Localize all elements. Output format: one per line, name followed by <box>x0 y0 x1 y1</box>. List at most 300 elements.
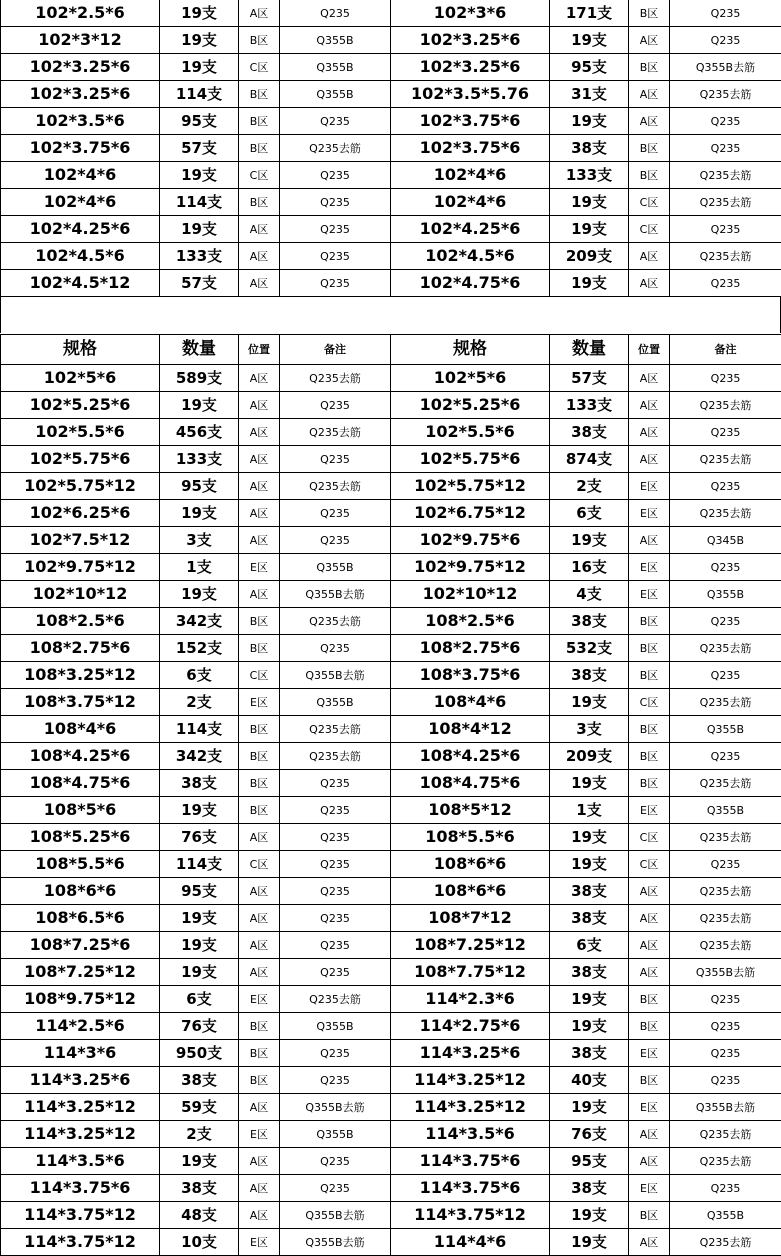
pos-cell: E区 <box>239 1121 280 1148</box>
note-cell: Q345B <box>670 527 781 554</box>
note-cell: Q235 <box>280 1175 391 1202</box>
note-cell: Q235去筋 <box>670 500 781 527</box>
qty-cell: 152支 <box>160 635 239 662</box>
spec-cell: 108*2.5*6 <box>391 608 550 635</box>
pos-cell: A区 <box>239 581 280 608</box>
pos-cell: B区 <box>629 162 670 189</box>
spec-cell: 102*2.5*6 <box>1 0 160 27</box>
qty-cell: 6支 <box>160 986 239 1013</box>
table-gap <box>0 296 781 333</box>
spec-cell: 114*3.5*6 <box>1 1148 160 1175</box>
inventory-table-top-body <box>1 0 781 297</box>
note-cell: Q235去筋 <box>280 743 391 770</box>
note-cell: Q235 <box>280 824 391 851</box>
spec-cell: 108*5.5*6 <box>1 851 160 878</box>
qty-cell: 48支 <box>160 1202 239 1229</box>
pos-cell: B区 <box>629 1202 670 1229</box>
spec-cell: 114*2.3*6 <box>391 986 550 1013</box>
table-row <box>1 797 781 824</box>
spec-cell: 102*4*6 <box>391 162 550 189</box>
pos-cell: E区 <box>629 797 670 824</box>
note-cell: Q235去筋 <box>280 419 391 446</box>
qty-cell: 19支 <box>550 27 629 54</box>
note-cell: Q235去筋 <box>670 878 781 905</box>
table-row <box>1 1175 781 1202</box>
table-row <box>1 216 781 243</box>
pos-cell: B区 <box>239 135 280 162</box>
note-cell: Q235 <box>280 1148 391 1175</box>
note-cell: Q235 <box>670 419 781 446</box>
pos-cell: A区 <box>629 365 670 392</box>
note-cell: Q235去筋 <box>670 392 781 419</box>
note-cell: Q235 <box>670 108 781 135</box>
pos-cell: A区 <box>239 1148 280 1175</box>
qty-cell: 19支 <box>550 851 629 878</box>
note-cell: Q235 <box>670 1067 781 1094</box>
note-cell: Q235去筋 <box>670 905 781 932</box>
table-row <box>1 270 781 297</box>
header-spec: 规格 <box>391 335 550 365</box>
spec-cell: 114*3*6 <box>1 1040 160 1067</box>
qty-cell: 133支 <box>550 162 629 189</box>
table-row <box>1 365 781 392</box>
qty-cell: 209支 <box>550 743 629 770</box>
pos-cell: B区 <box>239 189 280 216</box>
note-cell: Q355B去筋 <box>280 662 391 689</box>
note-cell: Q235 <box>280 1067 391 1094</box>
table-row <box>1 1148 781 1175</box>
spec-cell: 102*10*12 <box>391 581 550 608</box>
note-cell: Q235去筋 <box>670 1148 781 1175</box>
table-row <box>1 1013 781 1040</box>
spec-cell: 114*3.25*6 <box>1 1067 160 1094</box>
qty-cell: 38支 <box>160 1067 239 1094</box>
spec-cell: 114*3.25*12 <box>391 1094 550 1121</box>
note-cell: Q235去筋 <box>670 81 781 108</box>
spec-cell: 114*3.5*6 <box>391 1121 550 1148</box>
spec-cell: 108*6*6 <box>391 878 550 905</box>
pos-cell: A区 <box>239 419 280 446</box>
spec-cell: 102*6.75*12 <box>391 500 550 527</box>
note-cell: Q235去筋 <box>280 716 391 743</box>
spec-cell: 108*5.25*6 <box>1 824 160 851</box>
qty-cell: 1支 <box>550 797 629 824</box>
spec-cell: 108*3.75*12 <box>1 689 160 716</box>
qty-cell: 342支 <box>160 608 239 635</box>
pos-cell: B区 <box>629 1067 670 1094</box>
spec-cell: 102*3.25*6 <box>1 81 160 108</box>
note-cell: Q235 <box>280 797 391 824</box>
pos-cell: B区 <box>239 716 280 743</box>
spec-cell: 102*4.5*12 <box>1 270 160 297</box>
pos-cell: A区 <box>239 216 280 243</box>
qty-cell: 3支 <box>160 527 239 554</box>
pos-cell: B区 <box>629 0 670 27</box>
spec-cell: 102*3.5*6 <box>1 108 160 135</box>
note-cell: Q235去筋 <box>670 1121 781 1148</box>
note-cell: Q235 <box>670 851 781 878</box>
pos-cell: B区 <box>239 743 280 770</box>
pos-cell: E区 <box>239 1229 280 1256</box>
qty-cell: 38支 <box>550 1175 629 1202</box>
spec-cell: 108*4*6 <box>391 689 550 716</box>
qty-cell: 19支 <box>550 108 629 135</box>
table-row <box>1 986 781 1013</box>
table-row <box>1 851 781 878</box>
spec-cell: 102*5*6 <box>391 365 550 392</box>
spec-cell: 102*3.25*6 <box>391 54 550 81</box>
note-cell: Q235去筋 <box>280 473 391 500</box>
table-row <box>1 743 781 770</box>
table-row <box>1 959 781 986</box>
table-row <box>1 527 781 554</box>
note-cell: Q235去筋 <box>670 243 781 270</box>
qty-cell: 3支 <box>550 716 629 743</box>
spec-cell: 108*4.25*6 <box>1 743 160 770</box>
pos-cell: B区 <box>239 635 280 662</box>
pos-cell: A区 <box>239 1094 280 1121</box>
qty-cell: 950支 <box>160 1040 239 1067</box>
note-cell: Q355B <box>280 689 391 716</box>
table-row <box>1 905 781 932</box>
qty-cell: 19支 <box>550 1202 629 1229</box>
spec-cell: 102*3.5*5.76 <box>391 81 550 108</box>
note-cell: Q235去筋 <box>670 162 781 189</box>
table-row <box>1 1229 781 1256</box>
table-row <box>1 608 781 635</box>
note-cell: Q235 <box>280 162 391 189</box>
qty-cell: 133支 <box>550 392 629 419</box>
pos-cell: A区 <box>239 932 280 959</box>
qty-cell: 57支 <box>550 365 629 392</box>
qty-cell: 19支 <box>550 270 629 297</box>
spec-cell: 108*6*6 <box>391 851 550 878</box>
note-cell: Q355B <box>670 581 781 608</box>
qty-cell: 6支 <box>550 500 629 527</box>
pos-cell: C区 <box>629 851 670 878</box>
pos-cell: B区 <box>629 54 670 81</box>
note-cell: Q235去筋 <box>280 608 391 635</box>
qty-cell: 76支 <box>550 1121 629 1148</box>
spec-cell: 108*4*12 <box>391 716 550 743</box>
qty-cell: 10支 <box>160 1229 239 1256</box>
spec-cell: 102*5*6 <box>1 365 160 392</box>
pos-cell: A区 <box>629 1229 670 1256</box>
spec-cell: 108*3.25*12 <box>1 662 160 689</box>
spec-cell: 102*10*12 <box>1 581 160 608</box>
table-row <box>1 689 781 716</box>
qty-cell: 19支 <box>160 797 239 824</box>
spec-cell: 108*2.75*6 <box>1 635 160 662</box>
spec-cell: 108*4.25*6 <box>391 743 550 770</box>
spec-cell: 108*7*12 <box>391 905 550 932</box>
note-cell: Q355B <box>280 81 391 108</box>
qty-cell: 19支 <box>160 27 239 54</box>
pos-cell: C区 <box>629 824 670 851</box>
qty-cell: 38支 <box>550 135 629 162</box>
note-cell: Q235 <box>670 554 781 581</box>
table-row <box>1 1202 781 1229</box>
pos-cell: A区 <box>629 1121 670 1148</box>
note-cell: Q235去筋 <box>670 1229 781 1256</box>
note-cell: Q235去筋 <box>280 135 391 162</box>
qty-cell: 38支 <box>160 1175 239 1202</box>
note-cell: Q355B <box>670 716 781 743</box>
qty-cell: 19支 <box>550 189 629 216</box>
note-cell: Q235 <box>670 135 781 162</box>
spec-cell: 102*3.75*6 <box>1 135 160 162</box>
qty-cell: 342支 <box>160 743 239 770</box>
pos-cell: E区 <box>629 500 670 527</box>
note-cell: Q235去筋 <box>670 189 781 216</box>
table-row <box>1 635 781 662</box>
spec-cell: 102*7.5*12 <box>1 527 160 554</box>
spec-cell: 102*5.75*6 <box>1 446 160 473</box>
table-row <box>1 824 781 851</box>
pos-cell: E区 <box>239 554 280 581</box>
note-cell: Q235 <box>670 662 781 689</box>
note-cell: Q235 <box>280 635 391 662</box>
table-row <box>1 770 781 797</box>
note-cell: Q355B <box>280 1121 391 1148</box>
spec-cell: 114*3.75*12 <box>1 1202 160 1229</box>
header-qty: 数量 <box>160 335 239 365</box>
note-cell: Q235去筋 <box>280 365 391 392</box>
header-pos: 位置 <box>629 335 670 365</box>
note-cell: Q235 <box>670 216 781 243</box>
pos-cell: A区 <box>629 905 670 932</box>
table-row <box>1 878 781 905</box>
pos-cell: A区 <box>239 824 280 851</box>
note-cell: Q355B去筋 <box>280 581 391 608</box>
qty-cell: 19支 <box>160 959 239 986</box>
inventory-table-main-body <box>1 335 781 1256</box>
qty-cell: 19支 <box>550 824 629 851</box>
pos-cell: A区 <box>239 500 280 527</box>
qty-cell: 76支 <box>160 824 239 851</box>
qty-cell: 95支 <box>160 473 239 500</box>
spec-cell: 108*5*12 <box>391 797 550 824</box>
note-cell: Q235 <box>670 0 781 27</box>
note-cell: Q235 <box>670 986 781 1013</box>
spec-cell: 102*9.75*12 <box>391 554 550 581</box>
table-row <box>1 581 781 608</box>
qty-cell: 95支 <box>160 108 239 135</box>
note-cell: Q355B <box>280 1013 391 1040</box>
table-row <box>1 135 781 162</box>
pos-cell: B区 <box>629 743 670 770</box>
spec-cell: 102*9.75*6 <box>391 527 550 554</box>
pos-cell: B区 <box>239 108 280 135</box>
qty-cell: 38支 <box>550 959 629 986</box>
table-row <box>1 392 781 419</box>
spec-cell: 108*3.75*6 <box>391 662 550 689</box>
pos-cell: E区 <box>629 1094 670 1121</box>
qty-cell: 59支 <box>160 1094 239 1121</box>
qty-cell: 95支 <box>550 54 629 81</box>
spec-cell: 114*2.75*6 <box>391 1013 550 1040</box>
spec-cell: 114*3.75*12 <box>1 1229 160 1256</box>
table-row <box>1 54 781 81</box>
table-row <box>1 662 781 689</box>
spec-cell: 102*5.5*6 <box>1 419 160 446</box>
spec-cell: 102*4.5*6 <box>1 243 160 270</box>
pos-cell: B区 <box>629 770 670 797</box>
qty-cell: 19支 <box>550 986 629 1013</box>
pos-cell: C区 <box>629 689 670 716</box>
spec-cell: 102*4.75*6 <box>391 270 550 297</box>
note-cell: Q235 <box>670 743 781 770</box>
spec-cell: 114*3.75*6 <box>1 1175 160 1202</box>
qty-cell: 19支 <box>550 1094 629 1121</box>
qty-cell: 19支 <box>160 1148 239 1175</box>
spec-cell: 114*2.5*6 <box>1 1013 160 1040</box>
qty-cell: 114支 <box>160 189 239 216</box>
note-cell: Q235 <box>280 0 391 27</box>
note-cell: Q235去筋 <box>670 770 781 797</box>
qty-cell: 19支 <box>160 54 239 81</box>
table-row <box>1 932 781 959</box>
pos-cell: A区 <box>239 446 280 473</box>
qty-cell: 6支 <box>160 662 239 689</box>
note-cell: Q355B去筋 <box>280 1202 391 1229</box>
qty-cell: 95支 <box>550 1148 629 1175</box>
spec-cell: 102*4.25*6 <box>1 216 160 243</box>
inventory-table-top <box>0 0 781 297</box>
table-row <box>1 419 781 446</box>
qty-cell: 4支 <box>550 581 629 608</box>
note-cell: Q235 <box>280 446 391 473</box>
spec-cell: 102*5.75*6 <box>391 446 550 473</box>
pos-cell: A区 <box>239 959 280 986</box>
table-row <box>1 554 781 581</box>
spec-cell: 108*7.25*12 <box>1 959 160 986</box>
header-row <box>1 335 781 365</box>
spec-cell: 102*3.75*6 <box>391 108 550 135</box>
spec-cell: 114*3.25*12 <box>391 1067 550 1094</box>
note-cell: Q355B去筋 <box>670 959 781 986</box>
spec-cell: 102*4*6 <box>391 189 550 216</box>
note-cell: Q235 <box>280 270 391 297</box>
note-cell: Q235 <box>280 392 391 419</box>
note-cell: Q355B去筋 <box>280 1094 391 1121</box>
pos-cell: A区 <box>629 932 670 959</box>
spec-cell: 102*5.75*12 <box>1 473 160 500</box>
pos-cell: E区 <box>629 554 670 581</box>
pos-cell: A区 <box>629 419 670 446</box>
spec-cell: 108*7.25*12 <box>391 932 550 959</box>
note-cell: Q235 <box>280 1040 391 1067</box>
pos-cell: A区 <box>239 392 280 419</box>
spec-cell: 114*3.25*12 <box>1 1121 160 1148</box>
qty-cell: 40支 <box>550 1067 629 1094</box>
pos-cell: A区 <box>629 27 670 54</box>
pos-cell: C区 <box>629 216 670 243</box>
spec-cell: 114*3.25*6 <box>391 1040 550 1067</box>
table-row <box>1 1094 781 1121</box>
spec-cell: 108*7.25*6 <box>1 932 160 959</box>
qty-cell: 19支 <box>550 770 629 797</box>
note-cell: Q355B <box>670 797 781 824</box>
qty-cell: 38支 <box>550 662 629 689</box>
table-row <box>1 716 781 743</box>
pos-cell: B区 <box>629 1013 670 1040</box>
spec-cell: 114*3.75*6 <box>391 1148 550 1175</box>
note-cell: Q235去筋 <box>670 932 781 959</box>
note-cell: Q355B <box>280 554 391 581</box>
spec-cell: 108*7.75*12 <box>391 959 550 986</box>
qty-cell: 38支 <box>550 419 629 446</box>
spec-cell: 108*4*6 <box>1 716 160 743</box>
note-cell: Q235 <box>280 959 391 986</box>
note-cell: Q355B去筋 <box>280 1229 391 1256</box>
qty-cell: 874支 <box>550 446 629 473</box>
header-spec: 规格 <box>1 335 160 365</box>
note-cell: Q235 <box>280 527 391 554</box>
pos-cell: A区 <box>239 270 280 297</box>
pos-cell: A区 <box>239 905 280 932</box>
qty-cell: 114支 <box>160 81 239 108</box>
spec-cell: 108*6*6 <box>1 878 160 905</box>
pos-cell: B区 <box>239 797 280 824</box>
pos-cell: B区 <box>629 135 670 162</box>
spec-cell: 102*4.5*6 <box>391 243 550 270</box>
qty-cell: 2支 <box>550 473 629 500</box>
note-cell: Q235 <box>280 905 391 932</box>
note-cell: Q355B <box>280 27 391 54</box>
note-cell: Q235 <box>280 851 391 878</box>
pos-cell: C区 <box>239 851 280 878</box>
table-row <box>1 243 781 270</box>
qty-cell: 57支 <box>160 270 239 297</box>
pos-cell: B区 <box>629 716 670 743</box>
qty-cell: 19支 <box>160 500 239 527</box>
pos-cell: A区 <box>239 527 280 554</box>
pos-cell: A区 <box>629 243 670 270</box>
spec-cell: 108*5.5*6 <box>391 824 550 851</box>
pos-cell: B区 <box>239 81 280 108</box>
qty-cell: 114支 <box>160 851 239 878</box>
table-row <box>1 108 781 135</box>
qty-cell: 19支 <box>160 581 239 608</box>
pos-cell: B区 <box>239 608 280 635</box>
pos-cell: E区 <box>629 473 670 500</box>
qty-cell: 19支 <box>160 0 239 27</box>
table-row <box>1 81 781 108</box>
qty-cell: 19支 <box>550 216 629 243</box>
pos-cell: E区 <box>629 1175 670 1202</box>
spec-cell: 114*3.25*12 <box>1 1094 160 1121</box>
pos-cell: A区 <box>629 270 670 297</box>
pos-cell: B区 <box>629 662 670 689</box>
spec-cell: 102*3*6 <box>391 0 550 27</box>
pos-cell: B区 <box>239 770 280 797</box>
qty-cell: 2支 <box>160 689 239 716</box>
qty-cell: 19支 <box>160 216 239 243</box>
qty-cell: 456支 <box>160 419 239 446</box>
qty-cell: 19支 <box>160 932 239 959</box>
qty-cell: 1支 <box>160 554 239 581</box>
spec-cell: 108*6.5*6 <box>1 905 160 932</box>
pos-cell: B区 <box>629 635 670 662</box>
spec-cell: 102*3.25*6 <box>391 27 550 54</box>
note-cell: Q235 <box>280 500 391 527</box>
header-note: 备注 <box>670 335 781 365</box>
qty-cell: 19支 <box>550 689 629 716</box>
pos-cell: A区 <box>629 527 670 554</box>
spec-cell: 102*5.5*6 <box>391 419 550 446</box>
pos-cell: E区 <box>629 1040 670 1067</box>
